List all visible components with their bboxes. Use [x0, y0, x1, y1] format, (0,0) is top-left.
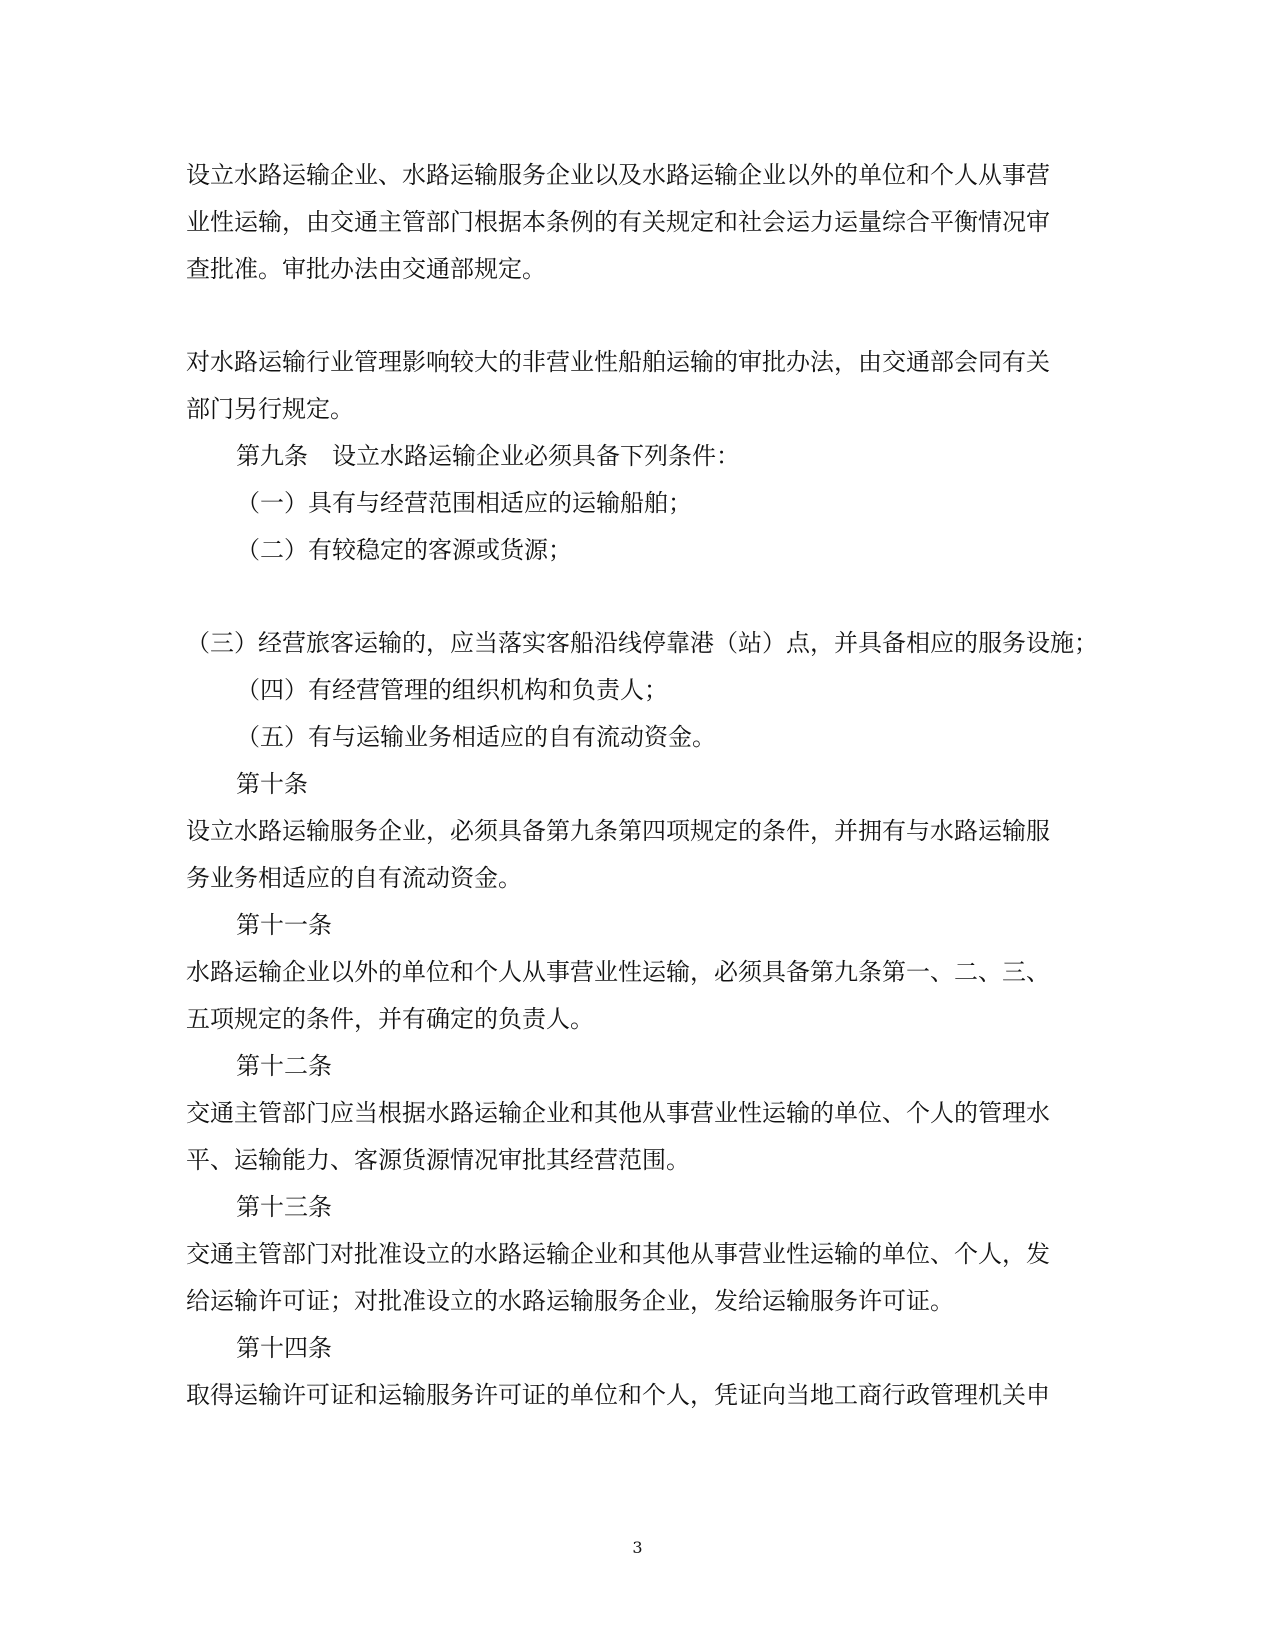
text-line: 设立水路运输企业、水路运输服务企业以及水路运输企业以外的单位和个人从事营	[186, 161, 1050, 189]
article-heading: 第十四条	[236, 1334, 332, 1362]
article-heading: 第十二条	[236, 1052, 332, 1080]
text-line: 对水路运输行业管理影响较大的非营业性船舶运输的审批办法，由交通部会同有关	[186, 348, 1050, 376]
list-item: （二）有较稳定的客源或货源；	[236, 536, 572, 564]
text-line: 给运输许可证；对批准设立的水路运输服务企业，发给运输服务许可证。	[186, 1287, 954, 1315]
article-heading: 第十三条	[236, 1193, 332, 1221]
list-item: （五）有与运输业务相适应的自有流动资金。	[236, 723, 716, 751]
article-heading: 第九条 设立水路运输企业必须具备下列条件：	[236, 442, 740, 470]
text-line: 务业务相适应的自有流动资金。	[186, 864, 522, 892]
text-line: 交通主管部门应当根据水路运输企业和其他从事营业性运输的单位、个人的管理水	[186, 1099, 1050, 1127]
text-line: 取得运输许可证和运输服务许可证的单位和个人，凭证向当地工商行政管理机关申	[186, 1381, 1050, 1409]
text-line: 水路运输企业以外的单位和个人从事营业性运输，必须具备第九条第一、二、三、	[186, 958, 1050, 986]
list-item: （一）具有与经营范围相适应的运输船舶；	[236, 489, 692, 517]
text-line: 五项规定的条件，并有确定的负责人。	[186, 1005, 594, 1033]
text-line: 设立水路运输服务企业，必须具备第九条第四项规定的条件，并拥有与水路运输服	[186, 817, 1050, 845]
text-line: 业性运输，由交通主管部门根据本条例的有关规定和社会运力运量综合平衡情况审	[186, 208, 1050, 236]
page-number: 3	[632, 1538, 643, 1557]
text-line: 部门另行规定。	[186, 395, 354, 423]
text-line: 查批准。审批办法由交通部规定。	[186, 255, 546, 283]
list-item: （三）经营旅客运输的，应当落实客船沿线停靠港（站）点，并具备相应的服务设施；	[186, 629, 1098, 657]
article-heading: 第十条	[236, 770, 308, 798]
text-line: 交通主管部门对批准设立的水路运输企业和其他从事营业性运输的单位、个人，发	[186, 1240, 1050, 1268]
list-item: （四）有经营管理的组织机构和负责人；	[236, 676, 668, 704]
text-line: 平、运输能力、客源货源情况审批其经营范围。	[186, 1146, 690, 1174]
article-heading: 第十一条	[236, 911, 332, 939]
